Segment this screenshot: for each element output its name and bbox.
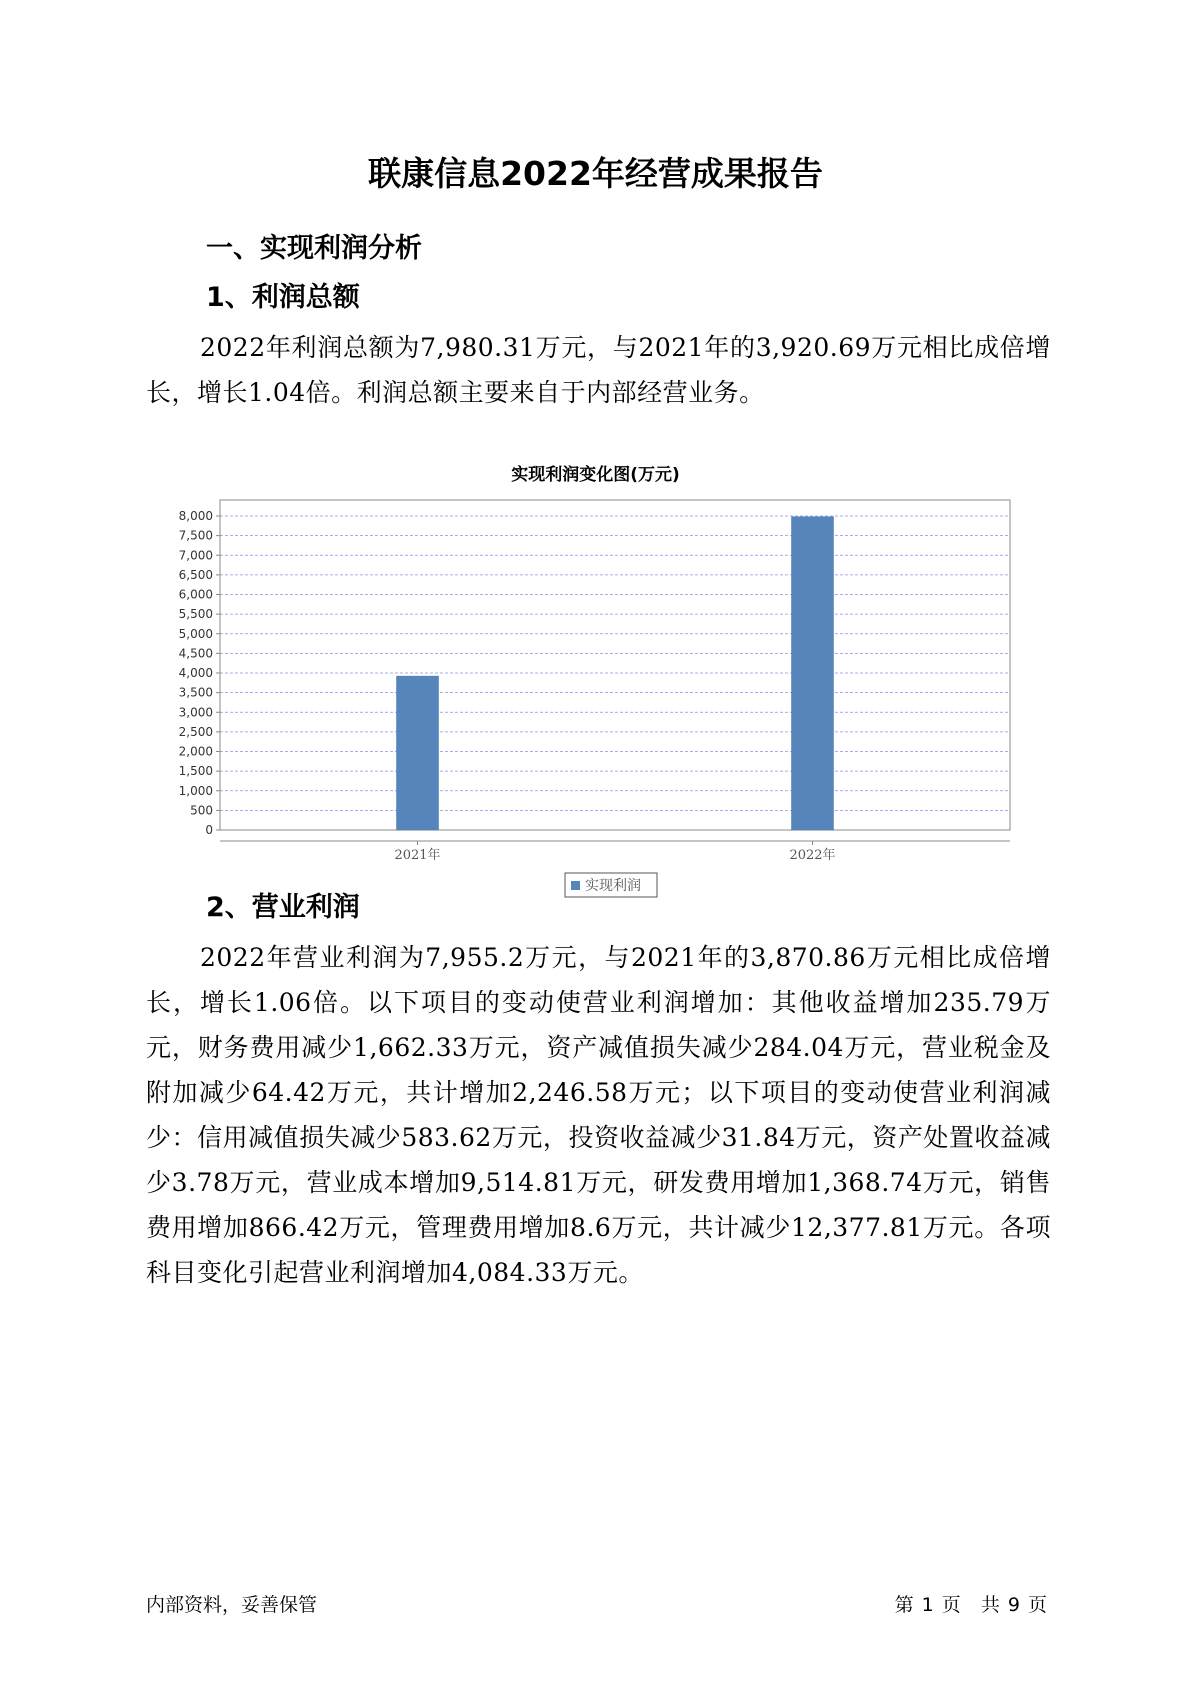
- y-tick-label: 6,500: [178, 567, 213, 582]
- y-tick-label: 500: [190, 803, 213, 818]
- plot-area: [220, 500, 1010, 830]
- legend-label: 实现利润: [585, 878, 641, 894]
- y-tick-label: 7,500: [178, 528, 213, 543]
- paragraph-operating-profit: 2022年营业利润为7,955.2万元，与2021年的3,870.86万元相比成倍增长，增长1.06倍。以下项目的变动使营业利润增加：其他收益增加235.79万元，财务费用减少1,662.33万元，资产减值损失减少284.04万元，营业税金及附加减少64.42万元，共计增加2,246.58万元；以下项目的变动使营业利润减少：信用减值损失减少583.62万元，投资收益减少31.84万元，资产处置收益减少3.78万元，营业成本增加9,514.81万元，研发费用增加1,368.74万元，销售费用增加866.42万元，管理费用增加8.6万元，共计减少12,377.81万元。各项科目变化引起营业利润增加4,084.33万元。: [146, 943, 1051, 1287]
- y-tick-label: 1,000: [178, 783, 213, 798]
- page-num: 1: [921, 1594, 934, 1616]
- paragraph-total-profit: 2022年利润总额为7,980.31万元，与2021年的3,920.69万元相比成倍增长，增长1.04倍。利润总额主要来自于内部经营业务。: [146, 333, 1051, 407]
- y-tick-label: 3,000: [178, 705, 213, 720]
- page-unit: 页: [941, 1594, 961, 1616]
- y-tick-label: 8,000: [178, 509, 213, 523]
- bar-1: [792, 517, 834, 830]
- y-tick-label: 0: [205, 823, 213, 837]
- y-tick-label: 3,500: [178, 685, 213, 700]
- total-unit: 页: [1027, 1594, 1047, 1616]
- y-tick-label: 4,000: [178, 666, 213, 680]
- chart-legend: [565, 873, 657, 897]
- section-heading-profit-analysis: 一、实现利润分析: [206, 233, 422, 264]
- page-prefix: 第: [894, 1594, 914, 1616]
- chart-gridlines: [220, 500, 1010, 830]
- y-tick-label: 4,500: [178, 646, 213, 661]
- y-tick-label: 6,000: [178, 587, 213, 602]
- report-title: 联康信息2022年经营成果报告: [368, 154, 823, 193]
- legend-swatch: [571, 881, 580, 890]
- y-tick-label: 7,000: [178, 548, 213, 563]
- y-tick-label: 5,500: [178, 607, 213, 622]
- bar-0: [397, 676, 439, 830]
- y-tick-label: 2,000: [178, 744, 213, 759]
- x-tick-label: 2021年: [394, 848, 441, 863]
- subsection-heading-operating-profit: 2、营业利润: [206, 892, 360, 923]
- profit-bar-chart: [160, 490, 1040, 894]
- subsection-heading-total-profit: 1、利润总额: [206, 282, 360, 313]
- footer-confidential-note: 内部资料，妥善保管: [146, 1594, 318, 1616]
- footer-page-number: [891, 1590, 1051, 1617]
- total-num: 9: [1007, 1594, 1020, 1616]
- total-prefix: 共: [980, 1594, 1000, 1616]
- x-tick-label: 2022年: [789, 848, 836, 863]
- y-tick-label: 5,000: [178, 626, 213, 641]
- y-tick-label: 2,500: [178, 724, 213, 739]
- chart-title: 实现利润变化图(万元): [511, 465, 680, 485]
- y-tick-label: 1,500: [178, 764, 213, 779]
